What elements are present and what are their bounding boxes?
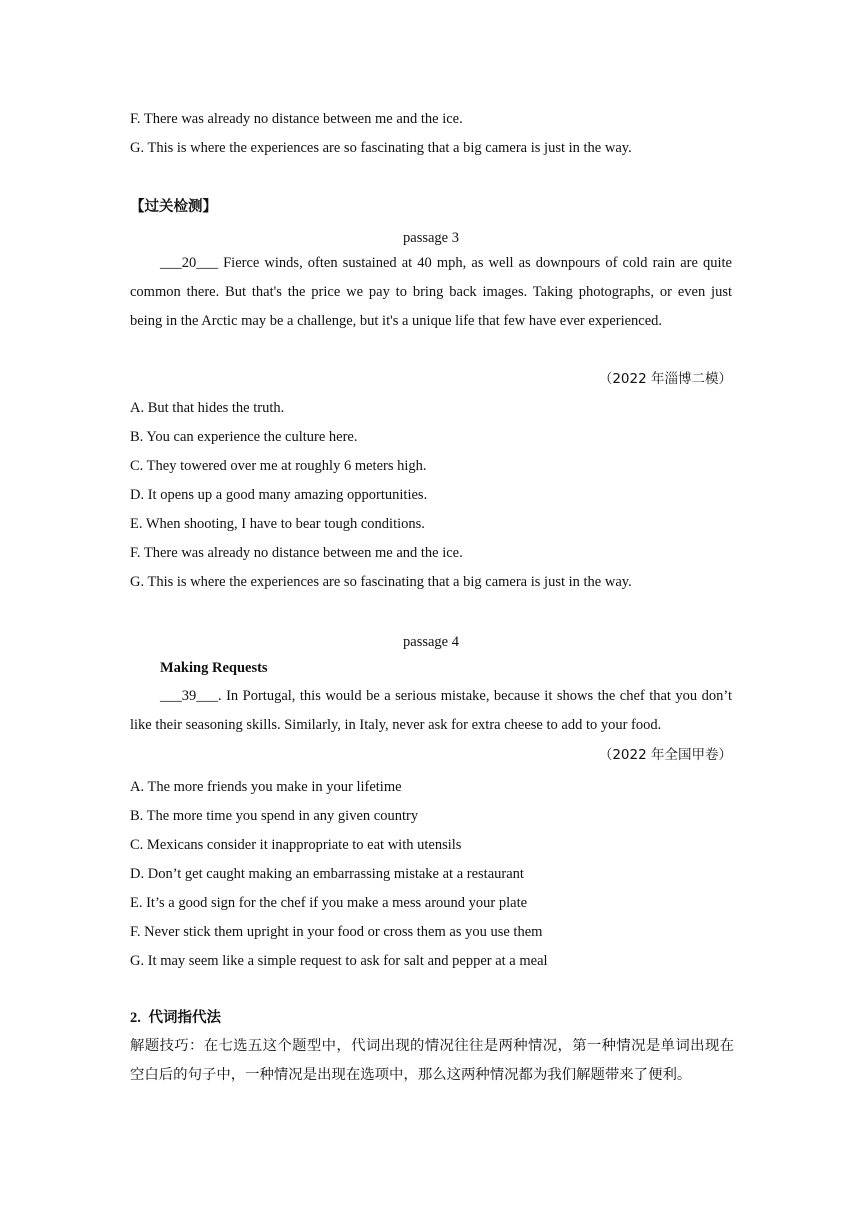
passage4-option-b: B. The more time you spend in any given country xyxy=(130,808,419,824)
section-heading: 【过关检测】 xyxy=(130,199,217,215)
passage4-option-e: E. It’s a good sign for the chef if you make a mess around your plate xyxy=(130,895,528,911)
section2-tip: 解题技巧：在七选五这个题型中，代词出现的情况往往是两种情况，第一种情况是单词出现在空白后的句子中，一种情况是出现在选项中，那么这两种情况都为我们解题带来了便利。 xyxy=(130,1038,734,1083)
passage4-source: （2022 年全国甲卷） xyxy=(598,747,732,763)
passage4-option-f: F. Never stick them upright in your food or cross them as you use them xyxy=(130,924,543,940)
passage4-option-a: A. The more friends you make in your lifetime xyxy=(130,779,402,795)
section2-number: 2. xyxy=(130,1010,141,1026)
section2-title: 代词指代法 xyxy=(148,1010,221,1026)
passage4-subtitle: Making Requests xyxy=(160,660,268,676)
passage3-source: （2022 年淄博二模） xyxy=(598,371,732,387)
passage4-body: ___39___. In Portugal, this would be a serious mistake, because it shows the chef that you don’t like their seasoning skills. Similarly, in Italy, never ask for extra cheese to add to your food. xyxy=(130,688,732,733)
passage3-option-c: C. They towered over me at roughly 6 meters high. xyxy=(130,458,427,474)
passage3-option-f: F. There was already no distance between me and the ice. xyxy=(130,545,463,561)
passage3-option-b: B. You can experience the culture here. xyxy=(130,429,358,445)
option-g-top: G. This is where the experiences are so fascinating that a big camera is just in the way. xyxy=(130,140,632,156)
passage3-title: passage 3 xyxy=(403,230,459,246)
passage4-option-g: G. It may seem like a simple request to ask for salt and pepper at a meal xyxy=(130,953,548,969)
option-f-top: F. There was already no distance between me and the ice. xyxy=(130,111,463,127)
passage4-title: passage 4 xyxy=(403,634,459,650)
passage3-option-e: E. When shooting, I have to bear tough conditions. xyxy=(130,516,425,532)
passage3-option-a: A. But that hides the truth. xyxy=(130,400,285,416)
passage3-option-d: D. It opens up a good many amazing opportunities. xyxy=(130,487,428,503)
passage3-option-g: G. This is where the experiences are so fascinating that a big camera is just in the way. xyxy=(130,574,632,590)
passage4-option-c: C. Mexicans consider it inappropriate to eat with utensils xyxy=(130,837,462,853)
section2-heading xyxy=(130,1008,732,1028)
passage3-body: ___20___ Fierce winds, often sustained at 40 mph, as well as downpours of cold rain are quite common there. But that's the price we pay to bring back images. Taking photographs, or even just being in the Arctic may be a challenge, but it's a unique life that few have ever experienced. xyxy=(130,255,732,329)
passage4-option-d: D. Don’t get caught making an embarrassing mistake at a restaurant xyxy=(130,866,524,882)
